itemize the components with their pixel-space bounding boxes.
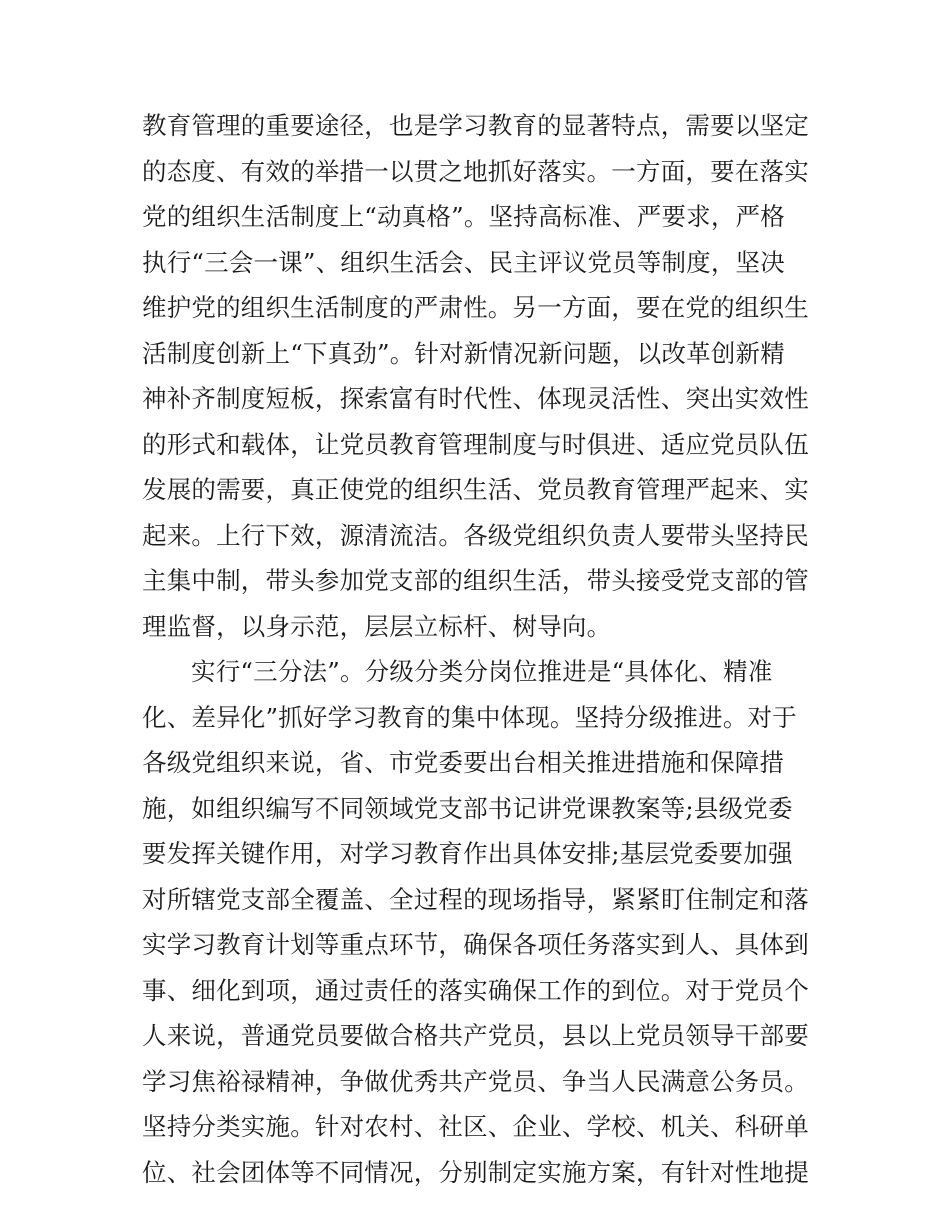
paragraph-2-line: 人来说，普通党员要做合格共产党员，县以上党员领导干部要 bbox=[142, 1021, 809, 1050]
paragraph-1-line: 执行“三会一课”、组织生活会、民主评议党员等制度，坚决 bbox=[142, 247, 785, 277]
paragraph-1-line: 活制度创新上“下真劲”。针对新情况新问题，以改革创新精 bbox=[142, 338, 785, 368]
paragraph-2-line: 对所辖党支部全覆盖、全过程的现场指导，紧紧盯住制定和落 bbox=[142, 884, 809, 914]
paragraph-2-line: 施，如组织编写不同领域党支部书记讲党课教案等;县级党委 bbox=[142, 793, 793, 823]
paragraph-1-line: 维护党的组织生活制度的严肃性。另一方面，要在党的组织生 bbox=[142, 293, 809, 322]
paragraph-2-first-line: 实行“三分法”。分级分类分岗位推进是“具体化、精准 bbox=[191, 657, 773, 686]
paragraph-2-line: 实学习教育计划等重点环节，确保各项任务落实到人、具体到 bbox=[142, 930, 809, 959]
paragraph-1-line: 党的组织生活制度上“动真格”。坚持高标准、严要求，严格 bbox=[142, 202, 785, 231]
paragraph-2-line: 要发挥关键作用，对学习教育作出具体安排;基层党委要加强 bbox=[142, 839, 793, 868]
paragraph-1-line: 的形式和载体，让党员教育管理制度与时俱进、适应党员队伍 bbox=[142, 429, 809, 459]
paragraph-1-line: 起来。上行下效，源清流洁。各级党组织负责人要带头坚持民 bbox=[142, 520, 809, 550]
paragraph-1-line: 主集中制，带头参加党支部的组织生活，带头接受党支部的管 bbox=[142, 566, 809, 595]
paragraph-2-line: 坚持分类实施。针对农村、社区、企业、学校、机关、科研单 bbox=[142, 1112, 809, 1141]
body-text bbox=[142, 103, 812, 1195]
paragraph-1-line: 的态度、有效的举措一以贯之地抓好落实。一方面，要在落实 bbox=[142, 156, 809, 186]
paragraph-2-line: 学习焦裕禄精神，争做优秀共产党员、争当人民满意公务员。 bbox=[142, 1066, 809, 1096]
paragraph-1-line: 发展的需要，真正使党的组织生活、党员教育管理严起来、实 bbox=[142, 475, 809, 504]
paragraph-2-line: 化、差异化”抓好学习教育的集中体现。坚持分级推进。对于 bbox=[142, 702, 797, 732]
paragraph-1-line: 神补齐制度短板，探索富有时代性、体现灵活性、突出实效性 bbox=[142, 384, 809, 413]
paragraph-1-line: 理监督，以身示范，层层立标杆、树导向。 bbox=[142, 611, 612, 641]
paragraph-2-line: 事、细化到项，通过责任的落实确保工作的到位。对于党员个 bbox=[142, 975, 809, 1005]
paragraph-1-line: 教育管理的重要途径，也是学习教育的显著特点，需要以坚定 bbox=[142, 111, 809, 140]
paragraph-2-line: 位、社会团体等不同情况，分别制定实施方案，有针对性地提 bbox=[142, 1157, 809, 1187]
paragraph-2-line: 各级党组织来说，省、市党委要出台相关推进措施和保障措 bbox=[142, 748, 785, 777]
